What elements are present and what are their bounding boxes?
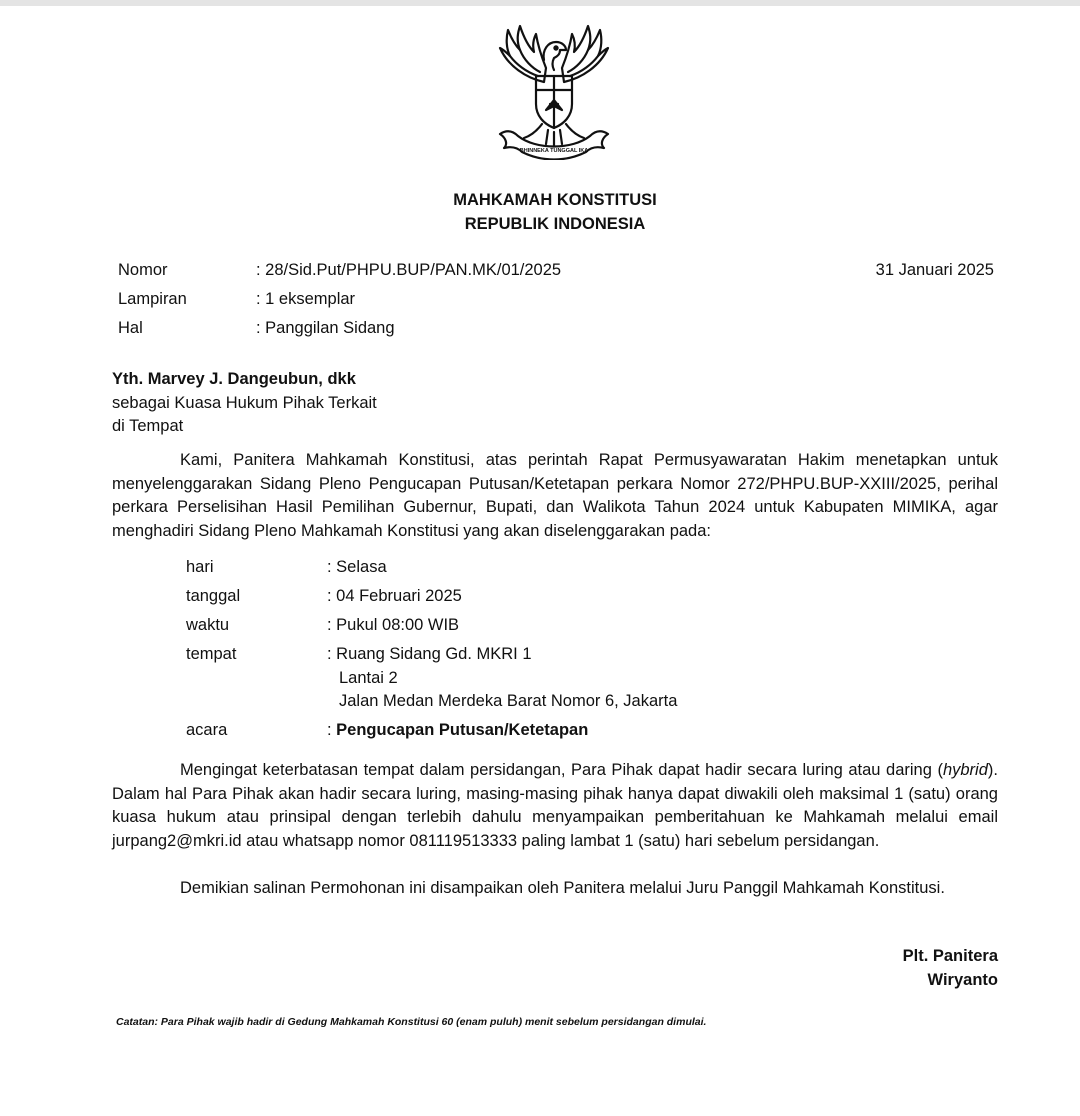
body-paragraph-2: Mengingat keterbatasan tempat dalam persidangan, Para Pihak dapat hadir secara luring atau daring (hybrid). Dalam hal Para Pihak akan hadir secara luring, masing-masing pihak hanya dapat diwakili oleh maksimal 1 (satu) orang kuasa hukum atau prinsipal dengan terlebih dahulu menyampaikan pemberitahuan ke Mahkamah melalui email jurpang2@mkri.id atau whatsapp nomor 081119513333 paling lambat 1 (satu) hari sebelum persidangan. bbox=[112, 761, 998, 850]
hal-value: : Panggilan Sidang bbox=[256, 319, 395, 337]
nomor-value: : 28/Sid.Put/PHPU.BUP/PAN.MK/01/2025 bbox=[256, 261, 562, 279]
recipient-role: sebagai Kuasa Hukum Pihak Terkait bbox=[112, 394, 377, 412]
lampiran-label: Lampiran bbox=[118, 290, 187, 308]
nomor-label: Nomor bbox=[118, 261, 168, 279]
signature-name: Wiryanto bbox=[927, 971, 998, 989]
schedule-waktu-value: : Pukul 08:00 WIB bbox=[327, 616, 460, 634]
schedule-tempat-value-3: Jalan Medan Merdeka Barat Nomor 6, Jakarta bbox=[339, 692, 678, 710]
emblem-motto: BHINNEKA TUNGGAL IKA bbox=[519, 148, 589, 154]
schedule-acara-value: : Pengucapan Putusan/Ketetapan bbox=[327, 721, 589, 739]
signature-title: Plt. Panitera bbox=[902, 947, 998, 965]
schedule-tempat-value-1: : Ruang Sidang Gd. MKRI 1 bbox=[327, 645, 532, 663]
schedule-tempat-value-2: Lantai 2 bbox=[339, 669, 398, 687]
letter-date: 31 Januari 2025 bbox=[875, 261, 994, 279]
footer-note: Catatan: Para Pihak wajib hadir di Gedung Mahkamah Konstitusi 60 (enam puluh) menit sebelum persidangan dimulai. bbox=[116, 1016, 707, 1028]
lampiran-value: : 1 eksemplar bbox=[256, 290, 356, 308]
recipient-name: Yth. Marvey J. Dangeubun, dkk bbox=[112, 370, 356, 388]
body-paragraph-1: Kami, Panitera Mahkamah Konstitusi, atas perintah Rapat Permusyawaratan Hakim menetapkan untuk menyelenggarakan Sidang Pleno Pengucapan Putusan/Ketetapan perkara Nomor 272/PHPU.BUP-XXIII/2025, perihal perkara Perselisihan Hasil Pemilihan Gubernur, Bupati, dan Walikota Tahun 2024 untuk Kabupaten MIMIKA, agar menghadiri Sidang Pleno Mahkamah Konstitusi yang akan diselenggarakan pada: bbox=[112, 451, 998, 540]
schedule-tempat-label: tempat bbox=[186, 645, 237, 663]
recipient-place: di Tempat bbox=[112, 417, 184, 435]
schedule-tanggal-value: : 04 Februari 2025 bbox=[327, 587, 462, 605]
hal-label: Hal bbox=[118, 319, 143, 337]
institution-name: MAHKAMAH KONSTITUSI bbox=[453, 191, 657, 209]
schedule-hari-value: : Selasa bbox=[327, 558, 387, 576]
schedule-tanggal-label: tanggal bbox=[186, 587, 241, 605]
schedule-hari-label: hari bbox=[186, 558, 214, 576]
schedule-acara-label: acara bbox=[186, 721, 228, 739]
body-paragraph-3: Demikian salinan Permohonan ini disampaikan oleh Panitera melalui Juru Panggil Mahkamah Konstitusi. bbox=[180, 879, 945, 897]
garuda-pancasila-emblem bbox=[486, 20, 622, 160]
institution-country: REPUBLIK INDONESIA bbox=[464, 215, 646, 233]
top-strip bbox=[0, 0, 1080, 6]
schedule-waktu-label: waktu bbox=[186, 616, 230, 634]
